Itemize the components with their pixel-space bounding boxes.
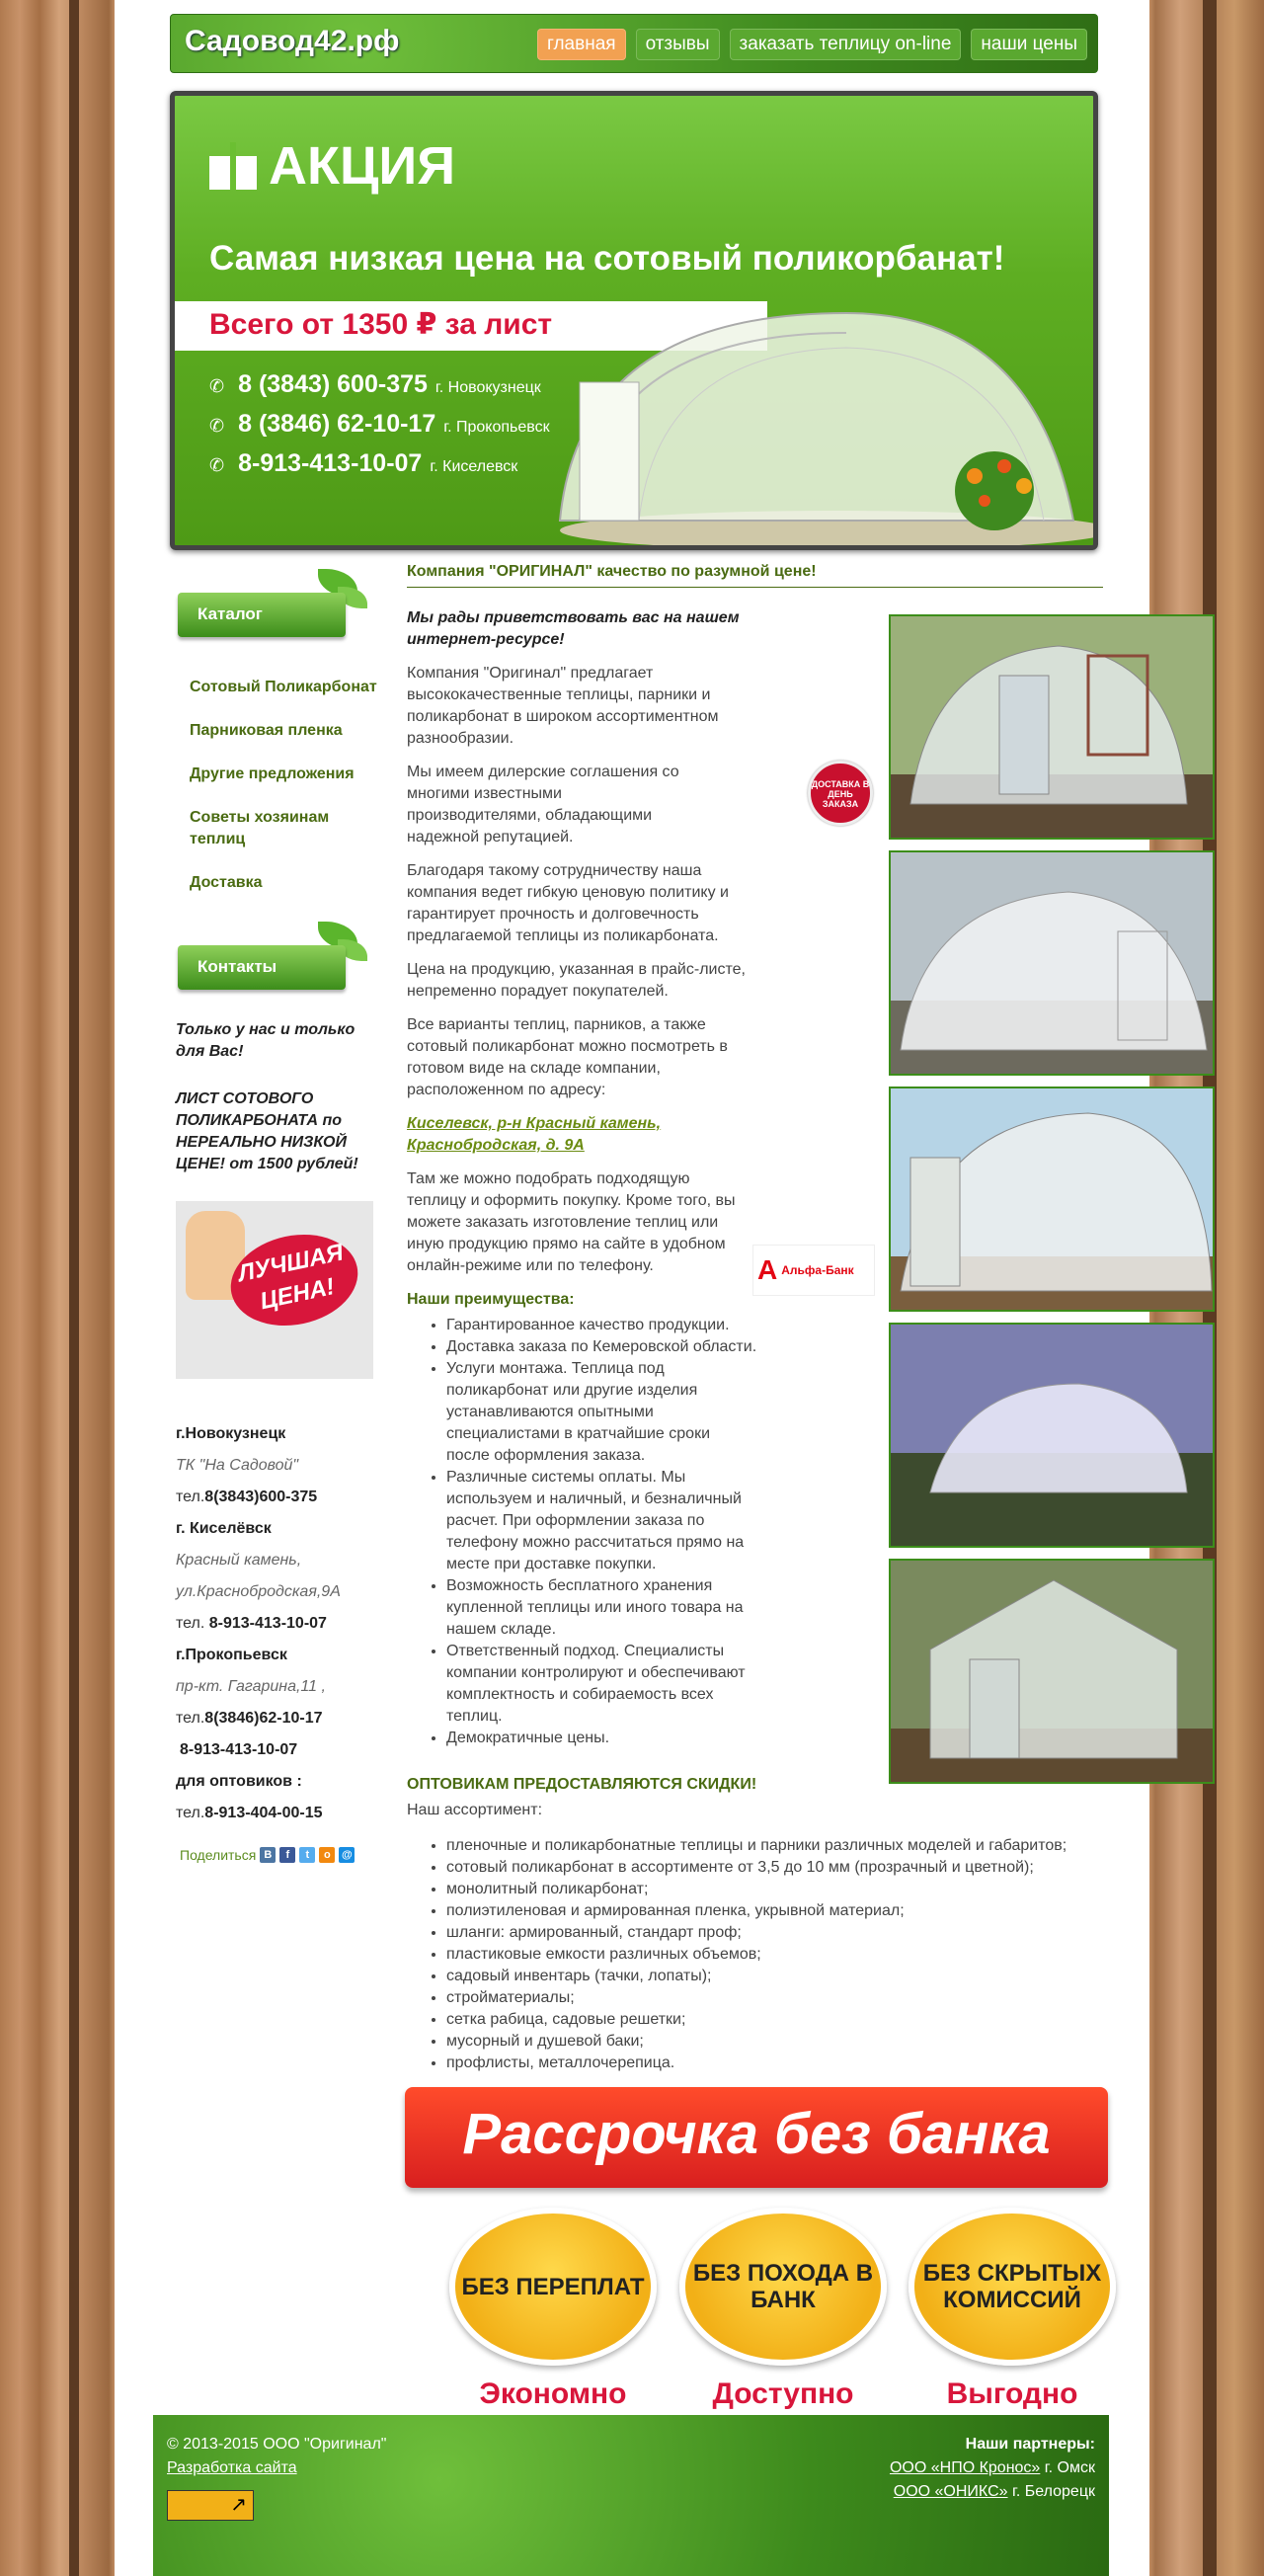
alfa-bank-logo[interactable] bbox=[752, 1245, 875, 1296]
paragraph: Все варианты теплиц, парников, а также сотовый поликарбонат можно посмотреть в готовом виде на складе компании, расположенном по адресу: bbox=[407, 1016, 728, 1098]
promo-bubble: БЕЗ ПОХОДА В БАНК bbox=[679, 2208, 887, 2366]
greenhouse-image bbox=[520, 293, 1098, 550]
greenhouse-photo bbox=[891, 1088, 1215, 1312]
alfa-bank-label: Альфа-Банк bbox=[781, 1263, 854, 1277]
list-item: • профлисты, металлочерепица. bbox=[446, 2053, 1118, 2074]
catalog-menu bbox=[170, 677, 377, 894]
address-link[interactable]: Киселевск, р-н Красный камень, Краснобродская, д. 9А bbox=[407, 1115, 662, 1154]
promo-bubble: БЕЗ ПЕРЕПЛАТ bbox=[449, 2208, 657, 2366]
list-item: • стройматериалы; bbox=[446, 1987, 1118, 2009]
list-item: • мусорный и душевой баки; bbox=[446, 2031, 1118, 2053]
wood-decor bbox=[69, 0, 79, 2576]
assortment-section bbox=[407, 1774, 1118, 2074]
main-nav bbox=[537, 29, 1087, 60]
menu-item-tips[interactable]: Советы хозяинам теплиц bbox=[190, 809, 330, 847]
partner-item: ООО «ОНИКС» г. Белорецк bbox=[893, 2483, 1095, 2500]
phone-city: г. Новокузнецк bbox=[434, 379, 541, 396]
alfa-bank-icon: А bbox=[757, 1254, 778, 1285]
phone-icon: ✆ bbox=[209, 416, 225, 436]
gallery-photo[interactable] bbox=[889, 1087, 1215, 1312]
contact-city: г.Новокузнецк bbox=[176, 1425, 286, 1442]
contact-phone: тел.8(3843)600-375 bbox=[176, 1489, 318, 1505]
list-item: • монолитный поликарбонат; bbox=[446, 1879, 1118, 1900]
list-item: • Гарантированное качество продукции. bbox=[446, 1315, 757, 1336]
contact-city: г. Киселёвск bbox=[176, 1520, 272, 1537]
mailru-icon[interactable]: @ bbox=[339, 1847, 355, 1863]
sidebar bbox=[170, 563, 377, 1863]
contacts-block bbox=[170, 1418, 377, 1829]
catalog-ribbon bbox=[170, 563, 377, 667]
page bbox=[115, 0, 1149, 2576]
intro-text bbox=[407, 607, 757, 1749]
list-item: • сетка рабица, садовые решетки; bbox=[446, 2009, 1118, 2031]
promo-bubble: БЕЗ СКРЫТЫХ КОМИССИЙ bbox=[908, 2208, 1116, 2366]
promo-caption: Экономно bbox=[479, 2377, 627, 2410]
dev-link[interactable]: Разработка сайта bbox=[167, 2459, 297, 2476]
contact-place: ул.Краснобродская,9А bbox=[176, 1583, 341, 1600]
twitter-icon[interactable]: t bbox=[299, 1847, 315, 1863]
promo-bubbles bbox=[444, 2208, 1116, 2410]
list-item: • Возможность бесплатного хранения купленной теплицы или иного товара на нашем складе. bbox=[446, 1575, 757, 1641]
list-item: • пластиковые емкости различных объемов; bbox=[446, 1944, 1118, 1966]
wholesale-notice: ОПТОВИКАМ ПРЕДОСТАВЛЯЮТСЯ СКИДКИ! bbox=[407, 1776, 757, 1793]
phone-number: 8-913-413-10-07 bbox=[238, 449, 423, 477]
phone-row bbox=[209, 410, 550, 449]
contact-place: Красный камень, bbox=[176, 1552, 302, 1569]
list-item: • Демократичные цены. bbox=[446, 1728, 757, 1749]
greenhouse-photo bbox=[891, 1325, 1215, 1548]
intro-lead: Мы рады приветствовать вас на нашем интернет-ресурсе! bbox=[407, 609, 740, 648]
wholesale-label: для оптовиков : bbox=[176, 1773, 302, 1790]
facebook-icon[interactable]: f bbox=[279, 1847, 295, 1863]
header bbox=[170, 14, 1098, 73]
list-item: • пленочные и поликарбонатные теплицы и парники различных моделей и габаритов; bbox=[446, 1835, 1118, 1857]
share-label: Поделиться bbox=[180, 1847, 257, 1863]
banner-title-text: АКЦИЯ bbox=[269, 136, 456, 196]
main-content bbox=[407, 563, 1103, 1749]
paragraph: Компания "Оригинал" предлагает высококачественные теплицы, парники и поликарбонат в широком ассортиментном разнообразии. bbox=[407, 665, 719, 747]
contacts-label[interactable]: Контакты bbox=[178, 945, 346, 990]
gallery-photo[interactable] bbox=[889, 850, 1215, 1076]
contact-phone: тел.8-913-404-00-15 bbox=[176, 1805, 323, 1821]
list-item: • полиэтиленовая и армированная пленка, укрывной материал; bbox=[446, 1900, 1118, 1922]
photo-gallery bbox=[889, 614, 1215, 1795]
phone-number: 8 (3843) 600-375 bbox=[238, 370, 428, 398]
site-logo[interactable]: Садовод42.рф bbox=[185, 25, 400, 57]
paragraph: Там же можно подобрать подходящую теплицу и оформить покупку. Кроме того, вы можете заказать изготовление теплиц или иную продукцию прямо на сайте в удобном онлайн-режиме или по телефону. bbox=[407, 1170, 736, 1274]
phone-number: 8 (3846) 62-10-17 bbox=[238, 410, 436, 438]
arrow-icon: ↗ bbox=[230, 2494, 247, 2516]
phone-city: г. Киселевск bbox=[430, 458, 518, 475]
menu-item-delivery[interactable]: Доставка bbox=[190, 874, 263, 891]
side-note: Только у нас и только для Вас! bbox=[176, 1021, 356, 1060]
greenhouse-photo bbox=[891, 616, 1215, 840]
paragraph: Благодаря такому сотрудничеству наша компания ведет гибкую ценовую политику и гарантирует прочность и долговечность предлагаемой теплицы из поликарбоната. bbox=[407, 862, 729, 944]
greenhouse-photo bbox=[891, 852, 1215, 1076]
contact-phone: тел.8(3846)62-10-17 bbox=[176, 1710, 323, 1727]
odnoklassniki-icon[interactable]: о bbox=[319, 1847, 335, 1863]
nav-prices[interactable]: наши цены bbox=[971, 29, 1087, 60]
paragraph: Мы имеем дилерские соглашения со многими известными производителями, обладающими надежной репутацией. bbox=[407, 764, 679, 845]
menu-item-film[interactable]: Парниковая пленка bbox=[190, 722, 343, 739]
phone-icon: ✆ bbox=[209, 376, 225, 396]
gift-icon bbox=[209, 142, 257, 190]
banner-subtitle: Самая низкая цена на сотовый поликорбанат! bbox=[209, 239, 1005, 278]
menu-item-polycarbonate[interactable]: Сотовый Поликарбонат bbox=[190, 679, 377, 695]
contacts-ribbon bbox=[170, 916, 377, 1019]
side-promo: ЛИСТ СОТОВОГО ПОЛИКАРБОНАТА по НЕРЕАЛЬНО НИЗКОЙ ЦЕНЕ! от 1500 рублей! bbox=[176, 1090, 358, 1172]
list-item: • садовый инвентарь (тачки, лопаты); bbox=[446, 1966, 1118, 1987]
list-item: • Различные системы оплаты. Мы используем и наличный, и безналичный расчет. При оформлении заказа по телефону можно рассчитаться прямо на месте при доставке покупки. bbox=[446, 1467, 757, 1575]
banner-phones bbox=[209, 370, 550, 489]
gallery-photo[interactable] bbox=[889, 614, 1215, 840]
contact-phone[interactable]: 8-913-413-10-07 bbox=[180, 1741, 298, 1758]
vk-icon[interactable]: В bbox=[260, 1847, 276, 1863]
nav-reviews[interactable]: отзывы bbox=[636, 29, 720, 60]
nav-order-online[interactable]: заказать теплицу on-line bbox=[730, 29, 962, 60]
installment-banner[interactable]: Рассрочка без банка bbox=[405, 2087, 1108, 2188]
page-title: Компания "ОРИГИНАЛ" качество по разумной цене! bbox=[407, 563, 1103, 588]
phone-row bbox=[209, 370, 550, 410]
phone-row bbox=[209, 449, 550, 489]
best-price-image bbox=[176, 1201, 373, 1379]
promo-caption: Выгодно bbox=[946, 2377, 1078, 2410]
menu-item-other[interactable]: Другие предложения bbox=[190, 765, 355, 782]
promo-caption: Доступно bbox=[712, 2377, 854, 2410]
best-price-stamp: ЛУЧШАЯ ЦЕНА! bbox=[222, 1223, 366, 1336]
gallery-photo[interactable] bbox=[889, 1559, 1215, 1784]
list-item: • сотовый поликарбонат в ассортименте от 3,5 до 10 мм (прозрачный и цветной); bbox=[446, 1857, 1118, 1879]
contact-city: г.Прокопьевск bbox=[176, 1647, 287, 1663]
contact-phone: тел. 8-913-413-10-07 bbox=[176, 1615, 327, 1632]
share-bar bbox=[170, 1847, 377, 1863]
list-item: • Ответственный подход. Специалисты компании контролируют и обеспечивают комплектность и собираемость всех теплиц. bbox=[446, 1641, 757, 1728]
phone-city: г. Прокопьевск bbox=[443, 419, 550, 436]
contact-place: пр-кт. Гагарина,11 , bbox=[176, 1678, 326, 1695]
partners-title: Наши партнеры: bbox=[965, 2436, 1095, 2453]
list-item: • Доставка заказа по Кемеровской области. bbox=[446, 1336, 757, 1358]
footer-right bbox=[890, 2433, 1095, 2504]
promo-banner[interactable] bbox=[170, 91, 1098, 550]
banner-title bbox=[209, 135, 455, 197]
catalog-label: Каталог bbox=[178, 593, 346, 637]
footer bbox=[153, 2415, 1109, 2576]
greenhouse-photo bbox=[891, 1561, 1215, 1784]
delivery-badge: ДОСТАВКА В ДЕНЬ ЗАКАЗА bbox=[808, 761, 873, 826]
advantages-list bbox=[407, 1315, 757, 1749]
list-item: • Услуги монтажа. Теплица под поликарбонат или другие изделия устанавливаются опытными специалистами в кратчайшие сроки после оформления заказа. bbox=[446, 1358, 757, 1467]
advantages-title: Наши преимущества: bbox=[407, 1291, 575, 1308]
paragraph: Цена на продукцию, указанная в прайс-листе, непременно порадует покупателей. bbox=[407, 961, 746, 1000]
assortment-list bbox=[407, 1835, 1118, 2074]
phone-icon: ✆ bbox=[209, 455, 225, 475]
nav-home[interactable]: главная bbox=[537, 29, 626, 60]
copyright: © 2013-2015 ООО "Оригинал" bbox=[167, 2436, 387, 2453]
banner-price: Всего от 1350 ₽ за лист bbox=[175, 301, 767, 351]
list-item: • шланги: армированный, стандарт проф; bbox=[446, 1922, 1118, 1944]
visit-counter[interactable] bbox=[167, 2490, 254, 2521]
contact-place: ТК "На Садовой" bbox=[176, 1457, 299, 1474]
gallery-photo[interactable] bbox=[889, 1323, 1215, 1548]
assortment-title: Наш ассортимент: bbox=[407, 1802, 543, 1818]
partner-item: ООО «НПО Кронос» г. Омск bbox=[889, 2459, 1095, 2476]
footer-left bbox=[167, 2433, 386, 2521]
